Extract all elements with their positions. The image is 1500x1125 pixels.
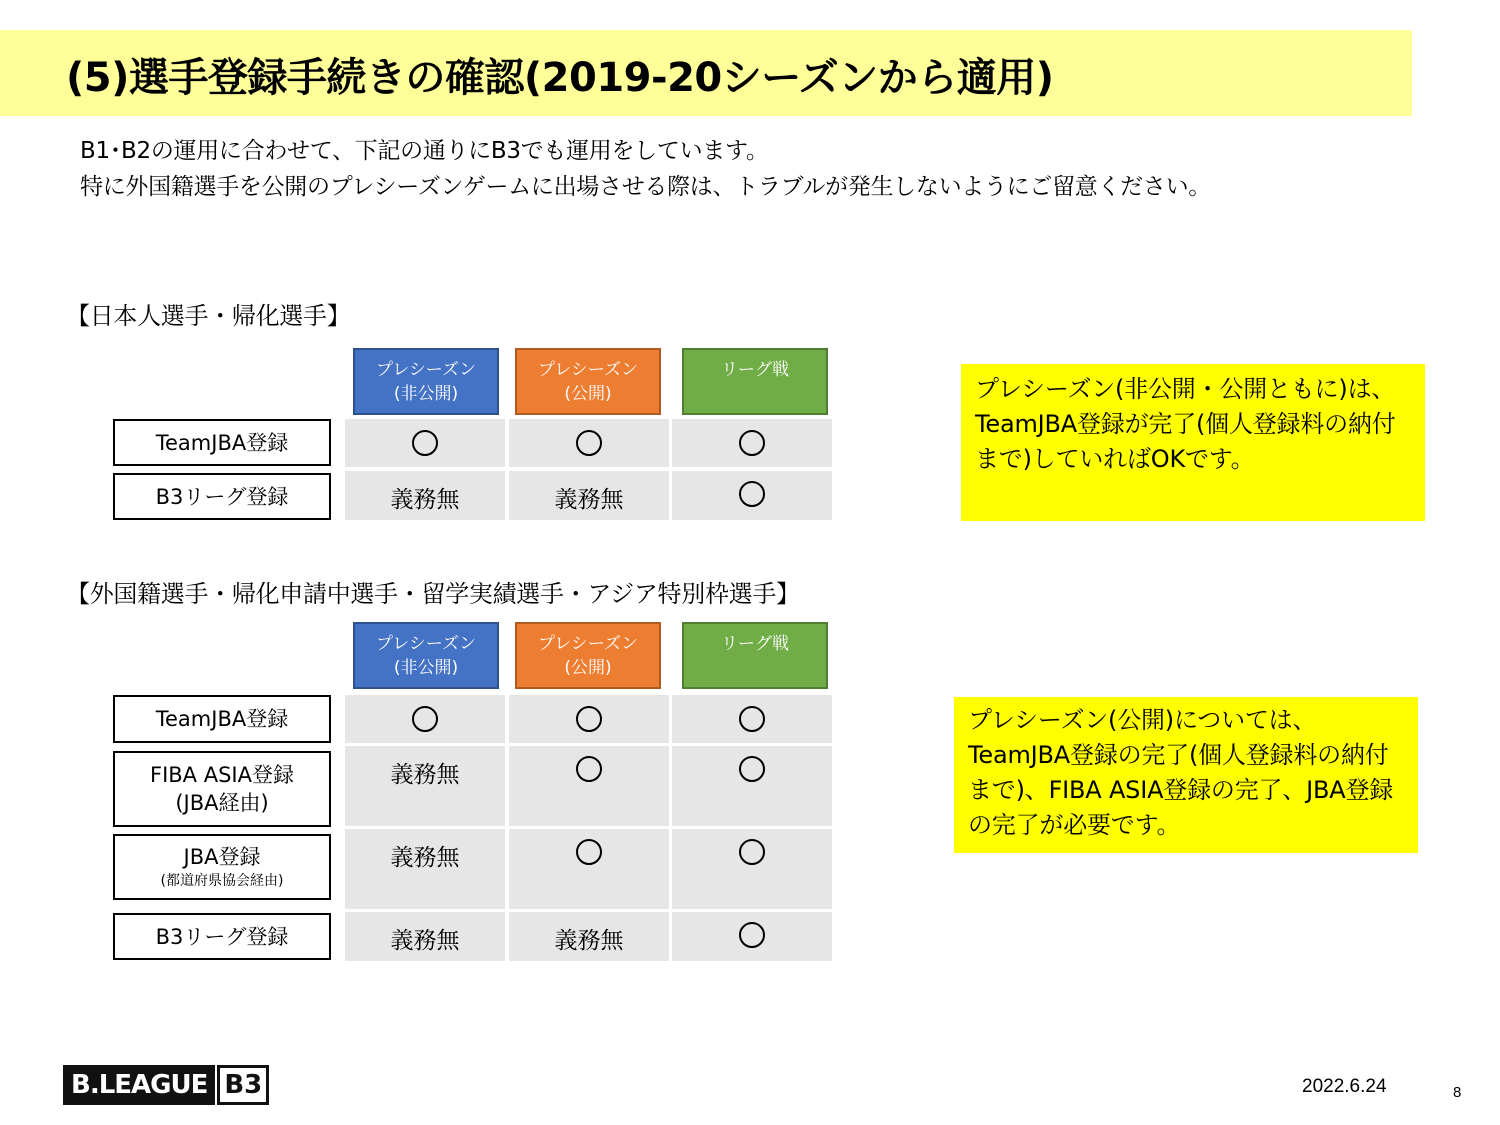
circle-mark-icon bbox=[576, 430, 602, 456]
not-required-text: 義務無 bbox=[554, 928, 624, 954]
s1-cell-r0-c2 bbox=[672, 419, 832, 467]
circle-mark-icon bbox=[412, 706, 438, 732]
row-label: TeamJBA登録 bbox=[155, 707, 289, 731]
circle-mark-icon bbox=[739, 706, 765, 732]
s1-cell-r0-c0 bbox=[345, 419, 505, 467]
row-sublabel: (都道府県協会経由) bbox=[160, 873, 284, 889]
header-line1: プレシーズン bbox=[375, 359, 477, 380]
s2-cell-r0-c2 bbox=[672, 695, 832, 743]
s1-cell-r1-c2 bbox=[672, 471, 832, 520]
header-line1: リーグ戦 bbox=[721, 634, 789, 654]
header-line2: (公開) bbox=[564, 383, 612, 404]
intro-line-1: B1･B2の運用に合わせて、下記の通りにB3でも運用をしています。 bbox=[80, 138, 769, 164]
s2-header-league bbox=[682, 622, 828, 689]
logo-wordmark: B.LEAGUE bbox=[63, 1065, 215, 1105]
s2-cell-r2-c2 bbox=[672, 829, 832, 909]
intro-line-2: 特に外国籍選手を公開のプレシーズンゲームに出場させる際は、トラブルが発生しないようにご留意ください。 bbox=[80, 174, 1211, 200]
row-label: TeamJBA登録 bbox=[155, 430, 289, 455]
header-line1: プレシーズン bbox=[375, 633, 477, 654]
s1-row-label-b3 bbox=[113, 473, 331, 520]
circle-mark-icon bbox=[576, 839, 602, 865]
section2-note: プレシーズン(公開)については、TeamJBA登録の完了(個人登録料の納付まで)、FIBA ASIA登録の完了、JBA登録の完了が必要です。 bbox=[954, 697, 1418, 853]
header-line2: (非公開) bbox=[393, 383, 459, 404]
row-label: JBA登録 bbox=[183, 845, 261, 869]
s2-cell-r3-c2 bbox=[672, 912, 832, 961]
s1-cell-r1-c1 bbox=[509, 471, 669, 520]
circle-mark-icon bbox=[739, 756, 765, 782]
s1-header-preseason-public bbox=[515, 348, 661, 415]
circle-mark-icon bbox=[412, 430, 438, 456]
page-number: 8 bbox=[1453, 1084, 1462, 1101]
page-title: (5)選手登録手続きの確認(2019-20シーズンから適用) bbox=[66, 55, 1054, 101]
header-line1: リーグ戦 bbox=[721, 360, 789, 380]
s2-cell-r3-c1 bbox=[509, 912, 669, 961]
s2-row-label-jba bbox=[113, 834, 331, 900]
s1-header-preseason-private bbox=[353, 348, 499, 415]
s2-header-preseason-public bbox=[515, 622, 661, 689]
date: 2022.6.24 bbox=[1302, 1076, 1387, 1097]
circle-mark-icon bbox=[576, 706, 602, 732]
s2-cell-r1-c0 bbox=[345, 746, 505, 826]
s1-cell-r0-c1 bbox=[509, 419, 669, 467]
s1-header-league bbox=[682, 348, 828, 415]
not-required-text: 義務無 bbox=[390, 762, 460, 788]
row-label: FIBA ASIA登録 bbox=[150, 763, 294, 787]
s2-row-label-b3 bbox=[113, 913, 331, 960]
s1-cell-r1-c0 bbox=[345, 471, 505, 520]
s2-cell-r1-c2 bbox=[672, 746, 832, 826]
not-required-text: 義務無 bbox=[390, 928, 460, 954]
circle-mark-icon bbox=[739, 481, 765, 507]
circle-mark-icon bbox=[739, 839, 765, 865]
s2-cell-r0-c0 bbox=[345, 695, 505, 743]
row-sublabel: (JBA経由) bbox=[175, 791, 269, 815]
not-required-text: 義務無 bbox=[390, 487, 460, 513]
header-line2: (公開) bbox=[564, 657, 612, 678]
s2-cell-r3-c0 bbox=[345, 912, 505, 961]
s2-header-preseason-private bbox=[353, 622, 499, 689]
s2-cell-r0-c1 bbox=[509, 695, 669, 743]
logo-badge: B3 bbox=[217, 1065, 269, 1105]
s2-cell-r2-c1 bbox=[509, 829, 669, 909]
s2-cell-r1-c1 bbox=[509, 746, 669, 826]
s1-row-label-teamjba bbox=[113, 419, 331, 466]
row-label: B3リーグ登録 bbox=[155, 484, 289, 509]
s2-row-label-fiba bbox=[113, 751, 331, 827]
section2-heading: 【外国籍選手・帰化申請中選手・留学実績選手・アジア特別枠選手】 bbox=[66, 580, 800, 608]
header-line2: (非公開) bbox=[393, 657, 459, 678]
not-required-text: 義務無 bbox=[390, 845, 460, 871]
bleague-b3-logo bbox=[63, 1065, 269, 1105]
s2-row-label-teamjba bbox=[113, 695, 331, 743]
circle-mark-icon bbox=[739, 430, 765, 456]
not-required-text: 義務無 bbox=[554, 487, 624, 513]
s2-cell-r2-c0 bbox=[345, 829, 505, 909]
row-label: B3リーグ登録 bbox=[155, 924, 289, 949]
section1-heading: 【日本人選手・帰化選手】 bbox=[66, 302, 351, 330]
header-line1: プレシーズン bbox=[537, 633, 639, 654]
section1-note: プレシーズン(非公開・公開ともに)は、TeamJBA登録が完了(個人登録料の納付まで)していればOKです。 bbox=[961, 364, 1425, 521]
circle-mark-icon bbox=[739, 922, 765, 948]
header-line1: プレシーズン bbox=[537, 359, 639, 380]
circle-mark-icon bbox=[576, 756, 602, 782]
